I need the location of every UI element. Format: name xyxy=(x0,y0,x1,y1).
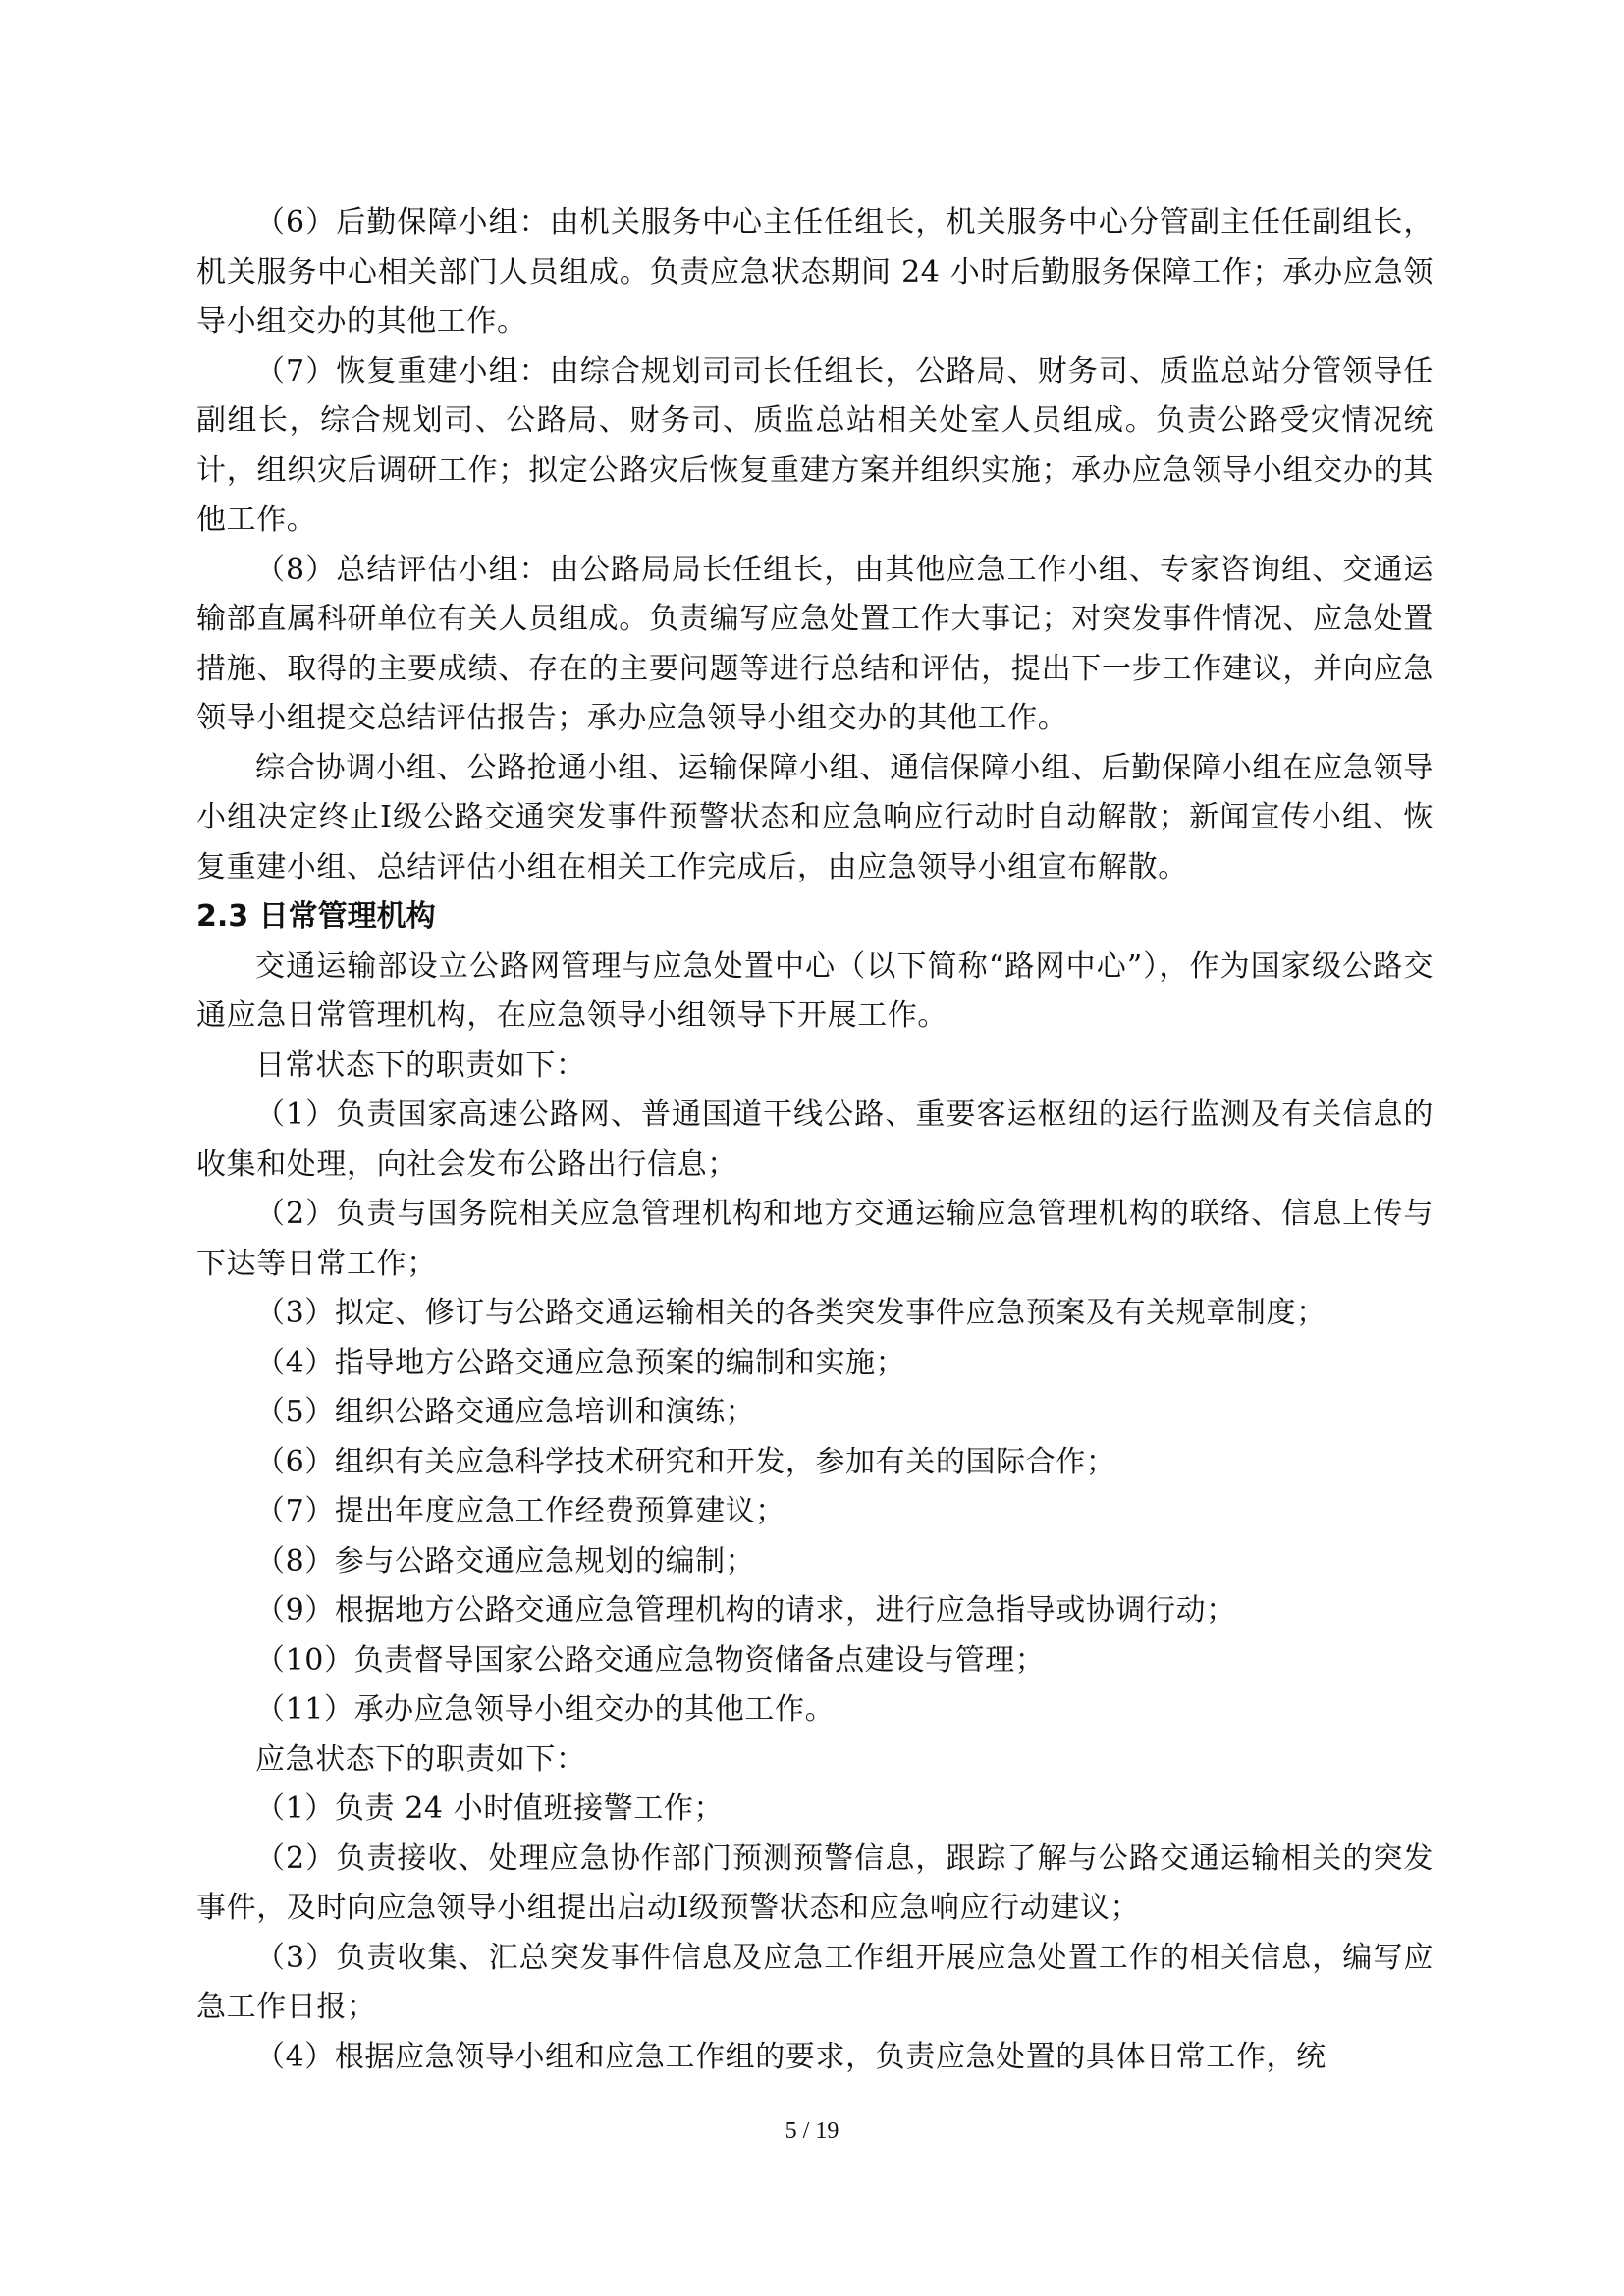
list-item-daily-duty-3: （3）拟定、修订与公路交通运输相关的各类突发事件应急预案及有关规章制度； xyxy=(255,1296,1326,1330)
paragraph-daily-duties-intro: 日常状态下的职责如下： xyxy=(255,1047,586,1083)
list-item-daily-duty-6: （6）组织有关应急科学技术研究和开发，参加有关的国际合作； xyxy=(255,1444,1116,1479)
paragraph-logistics-group: （6）后勤保障小组：由机关服务中心主任任组长，机关服务中心分管副主任任副组长，机关服务中心相关部门人员组成。负责应急状态期间 24 小时后勤服务保障工作；承办应急领导小组交办的其他工作。 xyxy=(196,205,1434,339)
section-heading-daily-management: 2.3 日常管理机构 xyxy=(196,899,436,934)
list-item-daily-duty-4: （4）指导地方公路交通应急预案的编制和实施； xyxy=(255,1345,906,1380)
list-item-daily-duty-5: （5）组织公路交通应急培训和演练； xyxy=(255,1395,756,1429)
paragraph-reconstruction-group: （7）恢复重建小组：由综合规划司司长任组长，公路局、财务司、质监总站分管领导任副组长，综合规划司、公路局、财务司、质监总站相关处室人员组成。负责公路受灾情况统计，组织灾后调研工作；拟定公路灾后恢复重建方案并组织实施；承办应急领导小组交办的其他工作。 xyxy=(196,353,1434,537)
document-body xyxy=(196,198,1434,2082)
list-item-daily-duty-10: （10）负责督导国家公路交通应急物资储备点建设与管理； xyxy=(255,1642,1046,1678)
list-item-daily-duty-8: （8）参与公路交通应急规划的编制； xyxy=(255,1543,756,1578)
list-item-daily-duty-7: （7）提出年度应急工作经费预算建议； xyxy=(255,1494,785,1528)
paragraph-evaluation-group: （8）总结评估小组：由公路局局长任组长，由其他应急工作小组、专家咨询组、交通运输部直属科研单位有关人员组成。负责编写应急处置工作大事记；对突发事件情况、应急处置措施、取得的主要成绩、存在的主要问题等进行总结和评估，提出下一步工作建议，并向应急领导小组提交总结评估报告；承办应急领导小组交办的其他工作。 xyxy=(196,552,1434,735)
list-item-emergency-duty-3: （3）负责收集、汇总突发事件信息及应急工作组开展应急处置工作的相关信息，编写应急工作日报； xyxy=(196,1940,1434,2024)
page-number: 5 / 19 xyxy=(785,2118,839,2144)
paragraph-emergency-duties-intro: 应急状态下的职责如下： xyxy=(255,1741,586,1777)
paragraph-group-dissolution: 综合协调小组、公路抢通小组、运输保障小组、通信保障小组、后勤保障小组在应急领导小组决定终止Ⅰ级公路交通突发事件预警状态和应急响应行动时自动解散；新闻宣传小组、恢复重建小组、总结评估小组在相关工作完成后，由应急领导小组宣布解散。 xyxy=(196,750,1434,884)
list-item-daily-duty-1: （1）负责国家高速公路网、普通国道干线公路、重要客运枢纽的运行监测及有关信息的收集和处理，向社会发布公路出行信息； xyxy=(196,1097,1434,1182)
list-item-emergency-duty-1: （1）负责 24 小时值班接警工作； xyxy=(255,1791,725,1826)
list-item-daily-duty-11: （11）承办应急领导小组交办的其他工作。 xyxy=(255,1692,836,1727)
list-item-daily-duty-9: （9）根据地方公路交通应急管理机构的请求，进行应急指导或协调行动； xyxy=(255,1593,1236,1628)
paragraph-network-center: 交通运输部设立公路网管理与应急处置中心（以下简称“路网中心”），作为国家级公路交通应急日常管理机构，在应急领导小组领导下开展工作。 xyxy=(196,948,1434,1033)
list-item-emergency-duty-2: （2）负责接收、处理应急协作部门预测预警信息，跟踪了解与公路交通运输相关的突发事件，及时向应急领导小组提出启动Ⅰ级预警状态和应急响应行动建议； xyxy=(196,1841,1434,1925)
list-item-emergency-duty-4: （4）根据应急领导小组和应急工作组的要求，负责应急处置的具体日常工作，统 xyxy=(255,2039,1326,2074)
list-item-daily-duty-2: （2）负责与国务院相关应急管理机构和地方交通运输应急管理机构的联络、信息上传与下达等日常工作； xyxy=(196,1197,1434,1281)
